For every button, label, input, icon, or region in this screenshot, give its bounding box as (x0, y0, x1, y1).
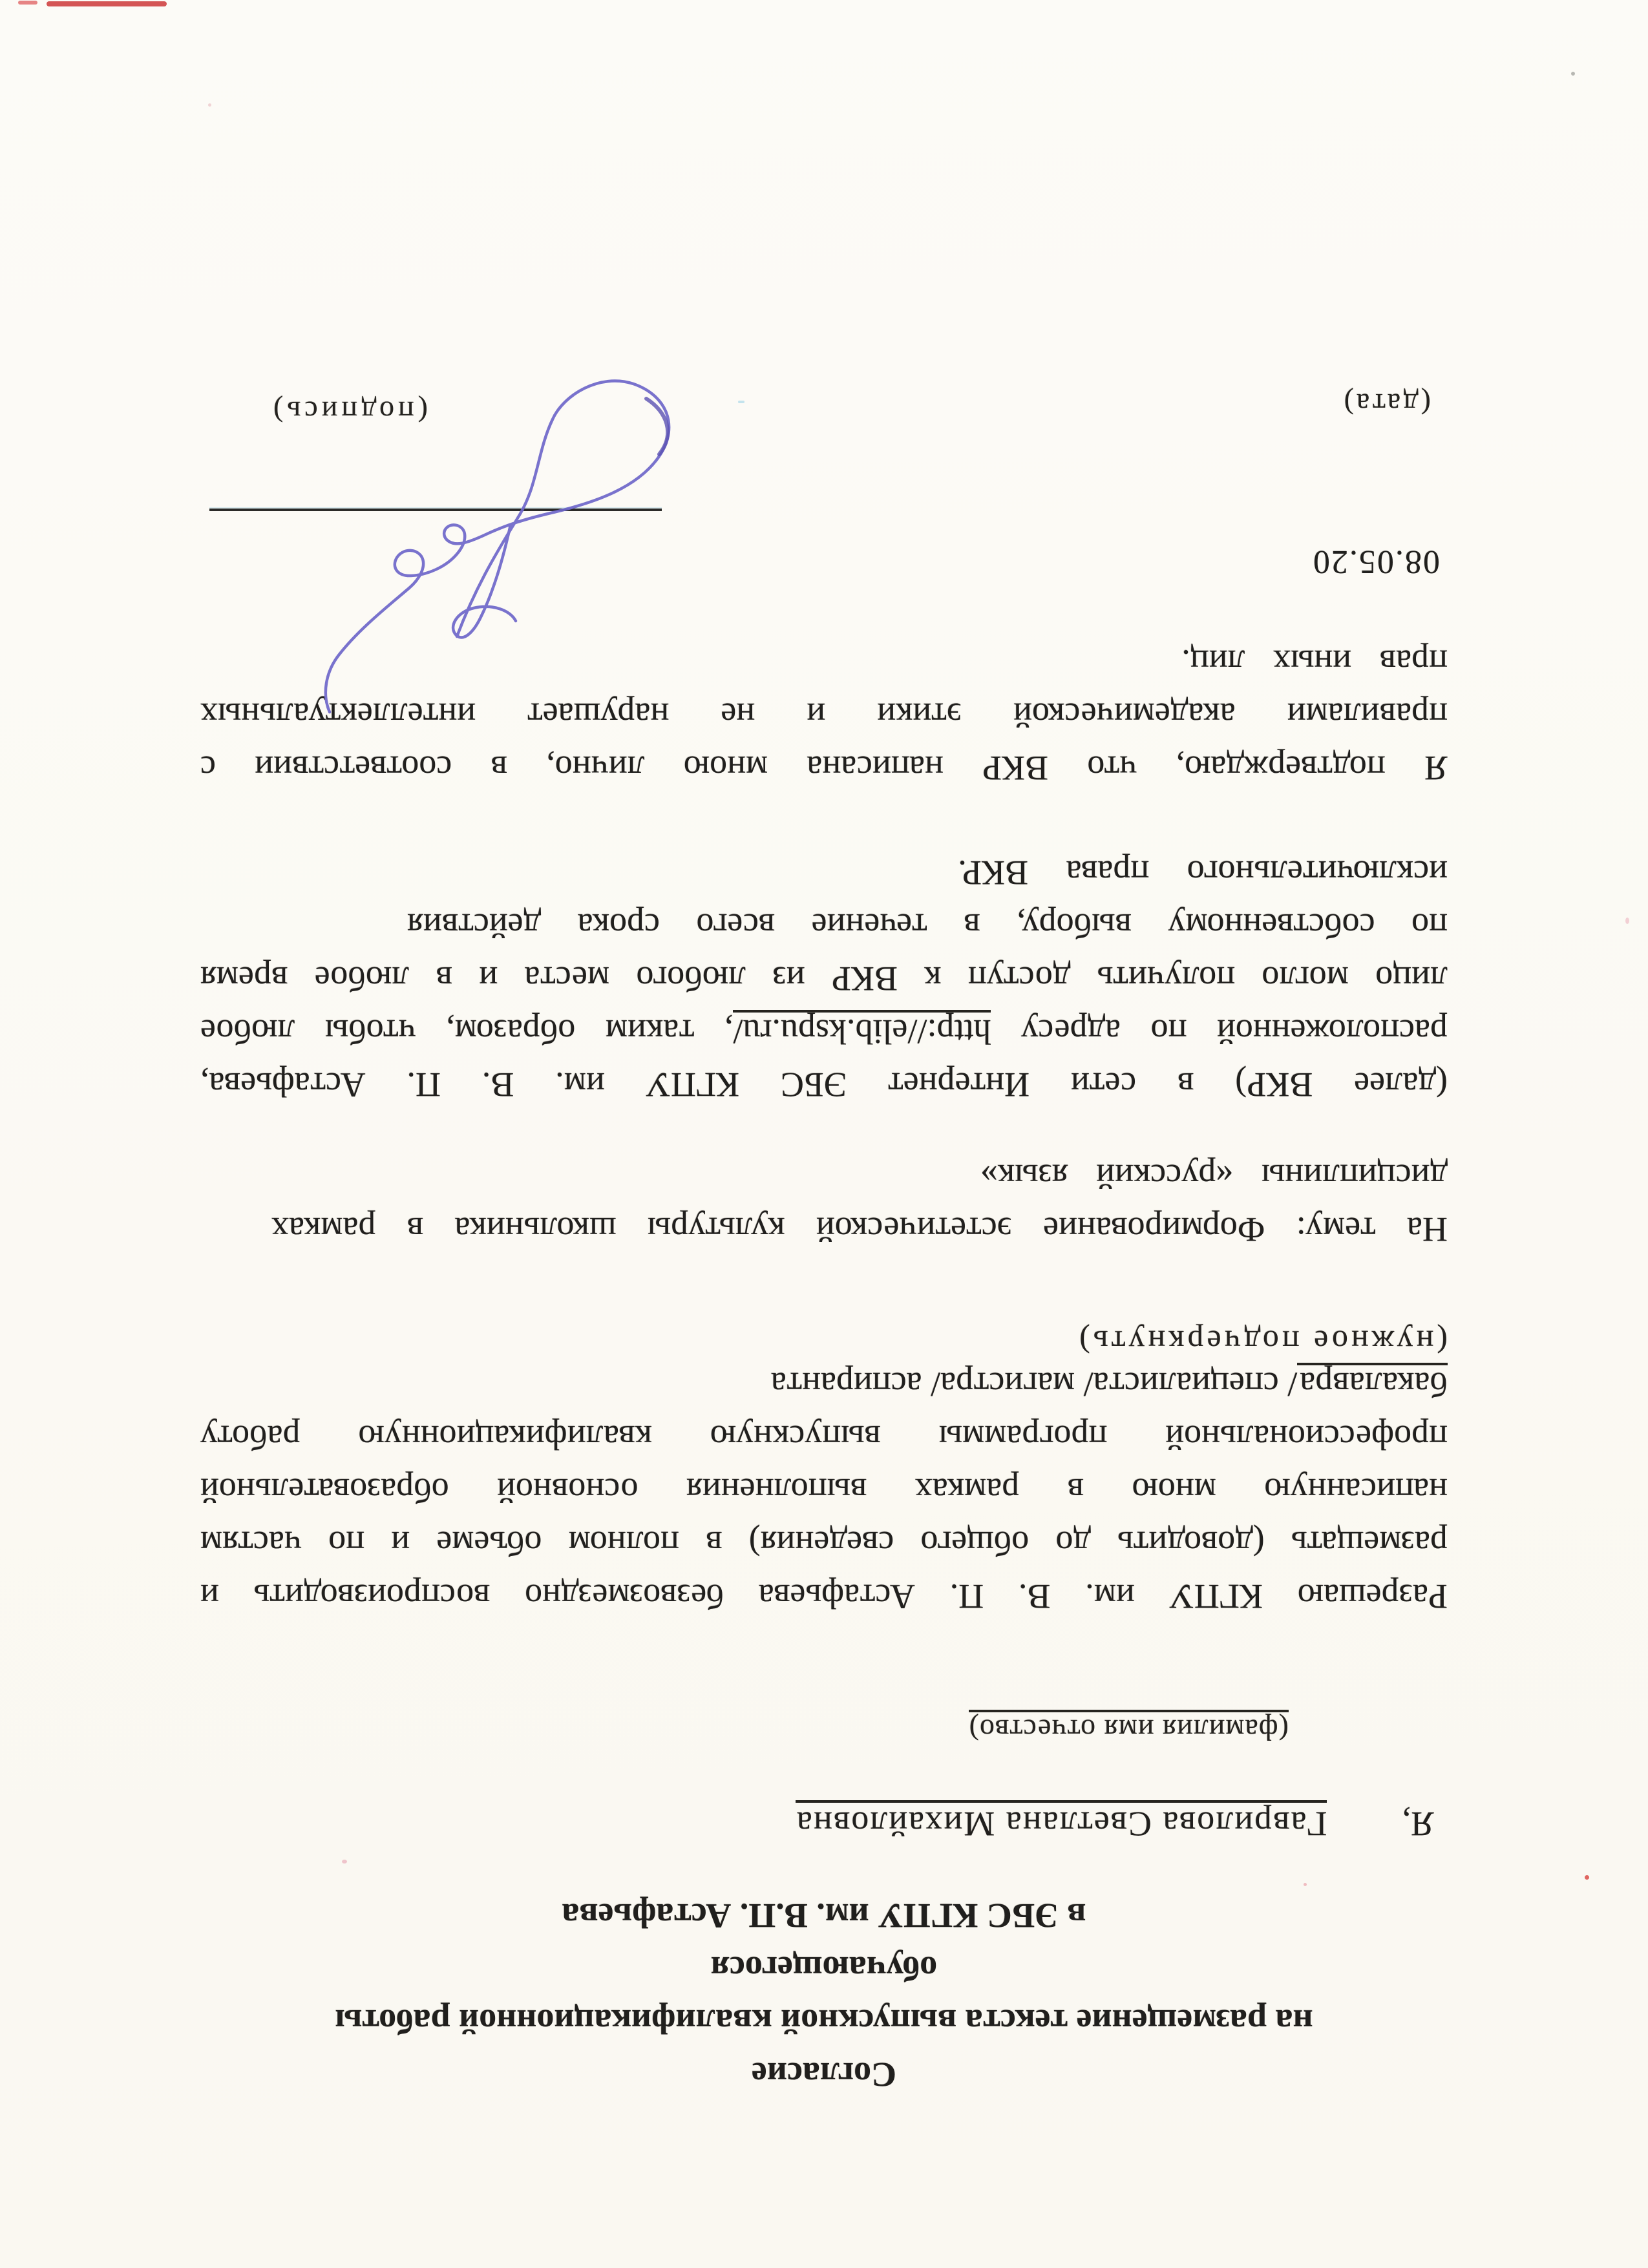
scan-speck-red (1585, 1875, 1589, 1880)
permission-line-4: профессиональной программы выпускную квалификационную работу (200, 1418, 1448, 1457)
access-line-2-pre: расположенной по адресу (991, 1013, 1448, 1051)
confirmation-line-1: Я подтверждаю, что ВКР написана мною лично, в соответствии с (200, 749, 1448, 788)
access-line-4: по собственному выбору, в течение всего срока действия (407, 907, 1448, 945)
access-paragraph (200, 846, 1448, 1111)
date-value: 08.05.20 (1312, 543, 1440, 580)
degree-underlined: бакалавра (1297, 1363, 1448, 1404)
title-line-1: Согласие (751, 2055, 897, 2094)
declarant-prefix: Я, (1402, 1805, 1434, 1843)
declarant-line (796, 1798, 1434, 1851)
confirmation-line-2: правилами академической этики и не нарушает интеллектуальных (200, 696, 1448, 735)
title-line-3: обучающегося (710, 1949, 938, 1988)
title-block (200, 1889, 1448, 2101)
title-line-2: на размещение текста выпускной квалификационной работы (335, 2002, 1313, 2041)
underline-note: (нужное подчеркнуть) (1076, 1324, 1448, 1360)
access-line-1: (далее ВКР) в сети Интернет ЭБС КГПУ им. В. П. Астафьева, (200, 1066, 1448, 1104)
permission-degree-line (200, 1358, 1448, 1411)
scan-speck-pink-2 (342, 1860, 347, 1864)
permission-line-3: написанную мною в рамках выполнения основной образовательной (200, 1471, 1448, 1510)
scan-speck-gray (1571, 72, 1575, 76)
topic-block (200, 1150, 1448, 1256)
signature-caption: (подпись) (269, 395, 428, 428)
scan-artifact-red-streak (47, 1, 167, 6)
permission-paragraph (200, 1358, 1448, 1623)
repository-url: http://elib.kspu.ru/ (733, 1010, 991, 1051)
handwritten-signature (297, 347, 711, 773)
confirmation-line-3: прав иных лиц. (1181, 643, 1448, 682)
declarant-name: Гаврилова Светлана Михайловна (796, 1800, 1327, 1844)
title-line-4: в ЭБС КГПУ им. В.П. Астафьева (562, 1896, 1086, 1935)
degree-rest: / специалиста/ магистра/ аспиранта (770, 1365, 1298, 1404)
access-line-5: исключительного права ВКР. (958, 854, 1448, 892)
permission-line-1: Разрешаю КГПУ им. В. П. Астафьева безвозмездно воспроизводить и (200, 1577, 1448, 1616)
topic-line-2: дисциплины «русский язык» (980, 1157, 1448, 1196)
access-line-2-post: , таким образом, чтобы любое (200, 1013, 734, 1051)
access-line-2 (200, 1005, 1448, 1058)
declarant-caption: (фамилия имя отчество) (969, 1710, 1289, 1747)
scan-speck-cyan (738, 401, 745, 403)
permission-line-2: размещать (доводить до общего сведения) в полном объеме и по частям (200, 1524, 1448, 1563)
scan-speck-pink-3 (208, 103, 211, 107)
access-line-3: лицо могло получить доступ к ВКР из любого места и в любое время (200, 960, 1448, 998)
scan-speck-pink-edge (1625, 918, 1629, 924)
topic-line-1: На тему: Формирование эстетической культуры школьника в рамках (271, 1210, 1448, 1249)
scan-speck-pink (1304, 1883, 1307, 1886)
date-caption: (дата) (1341, 388, 1431, 421)
scan-artifact-red-streak-small (18, 1, 37, 5)
